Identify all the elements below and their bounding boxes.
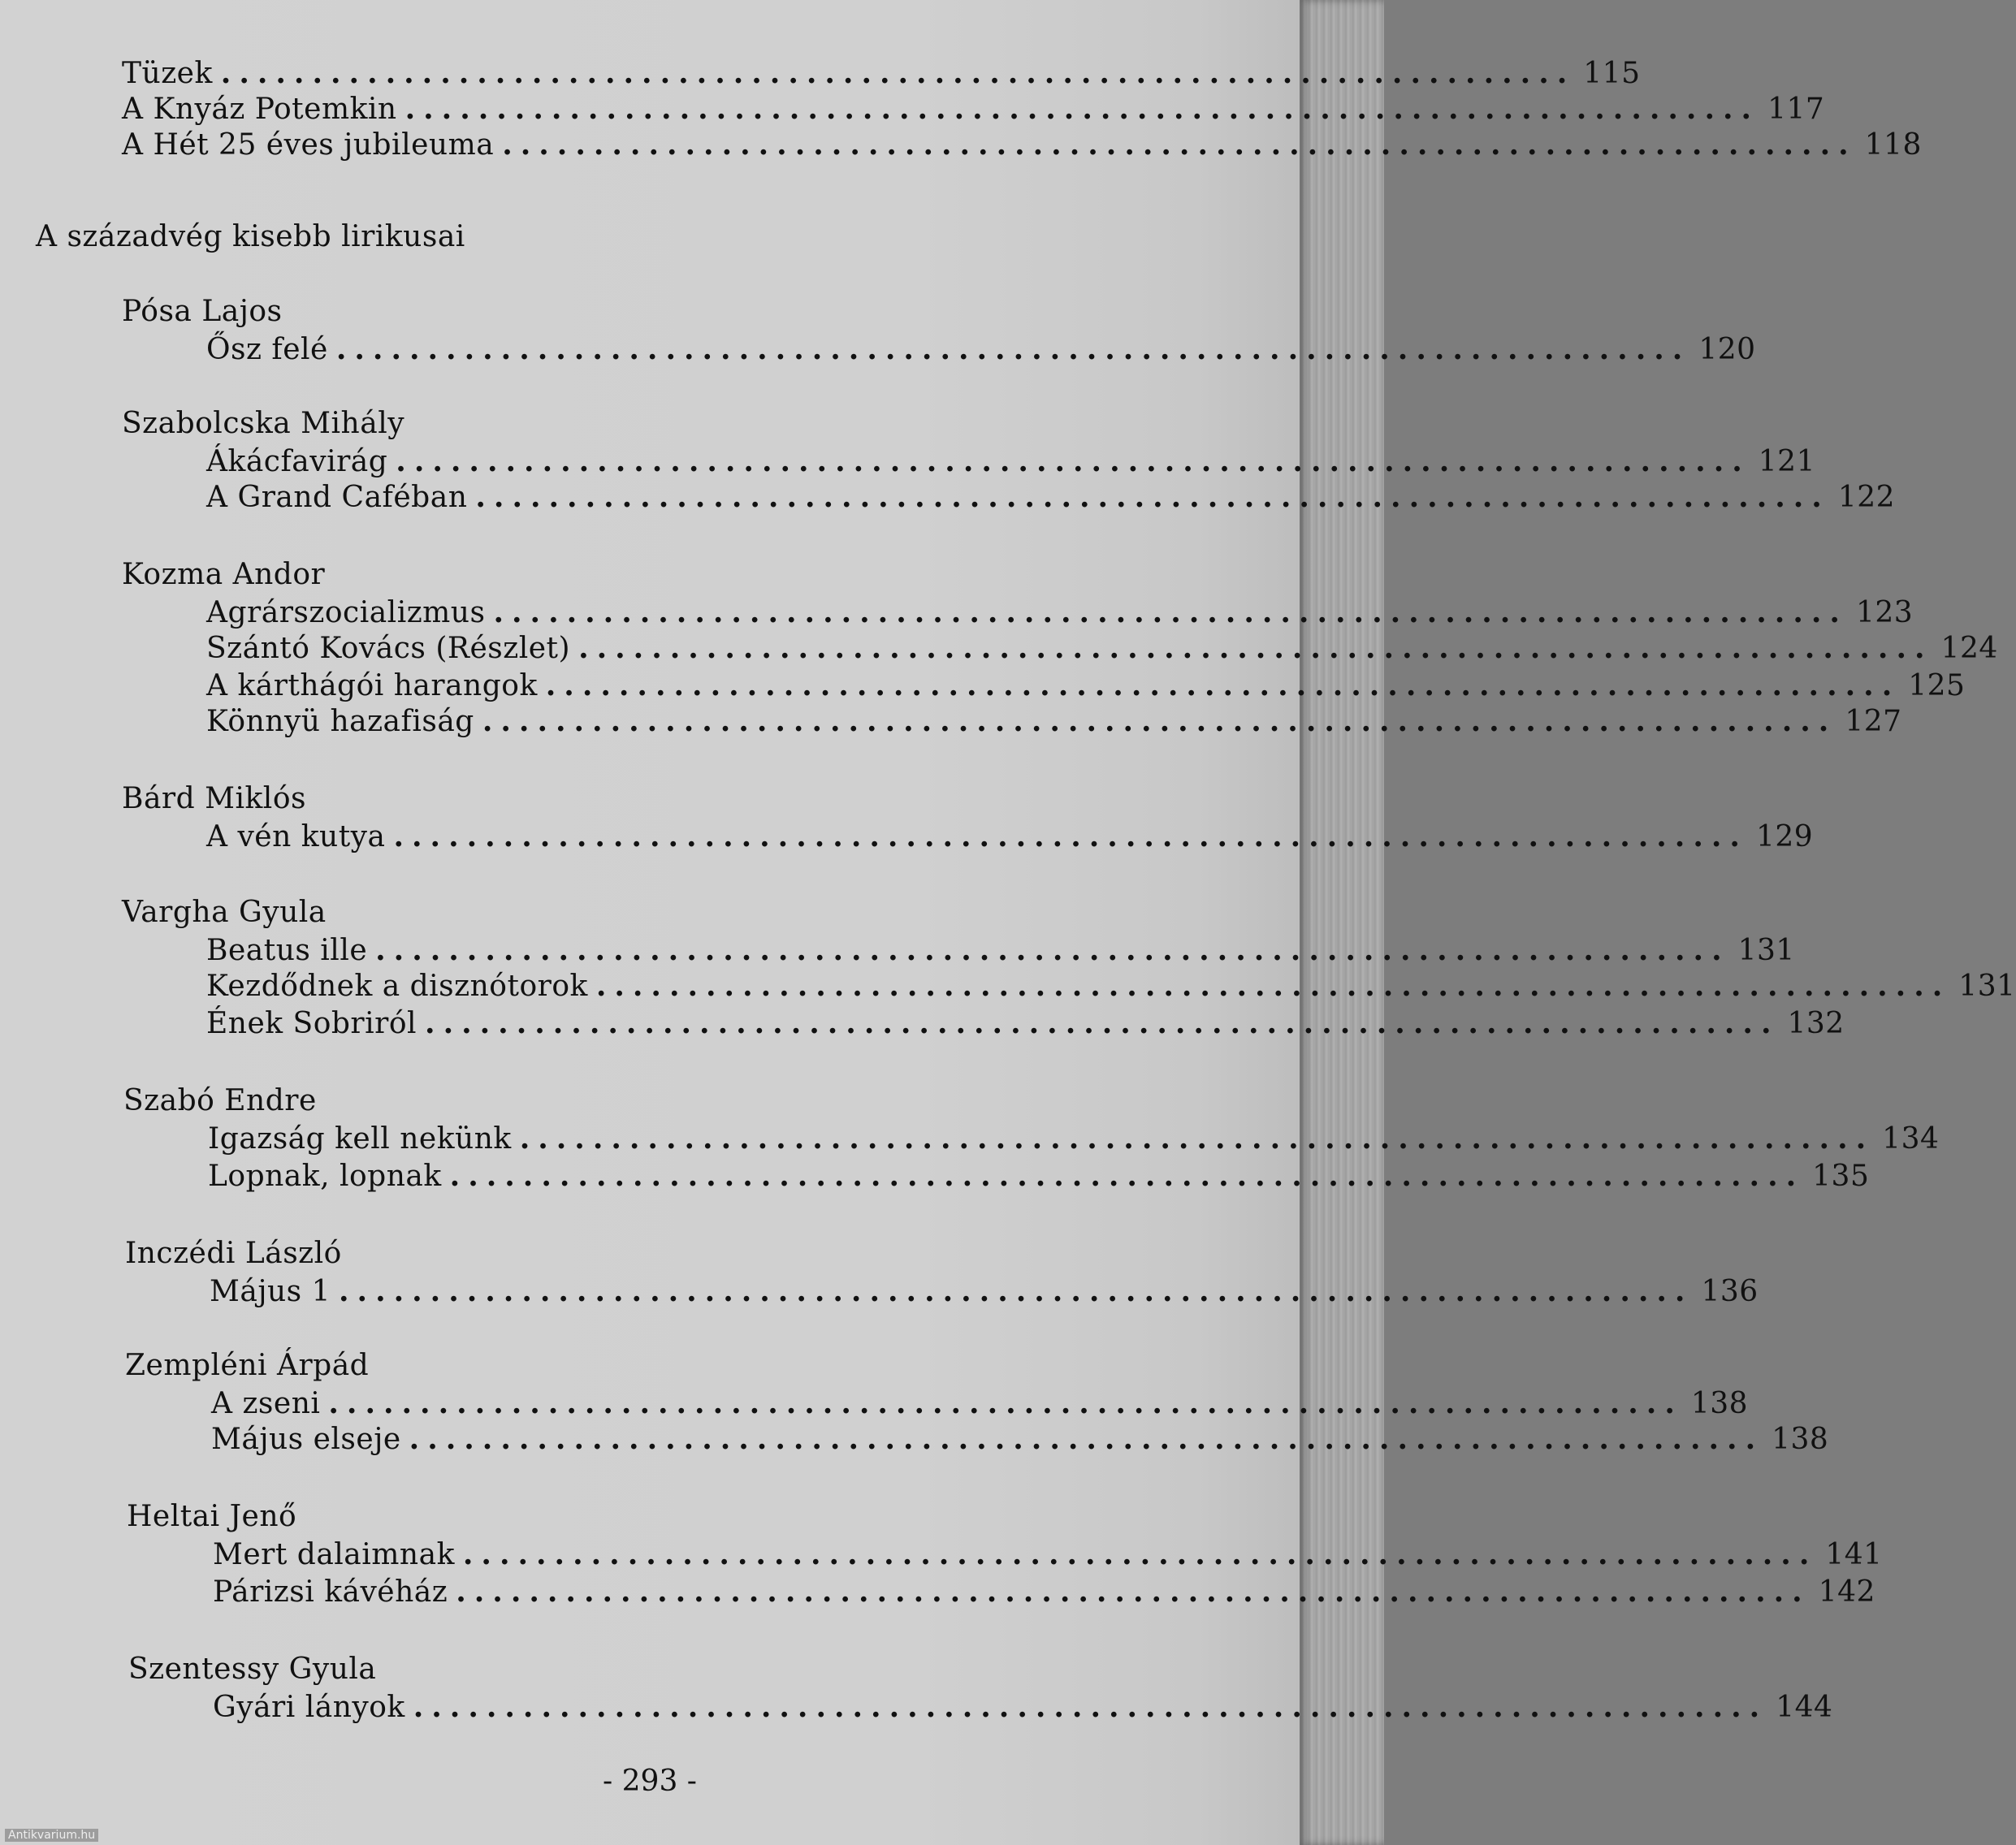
author-name: Vargha Gyula — [122, 896, 327, 929]
entry-page-number: 136 — [1701, 1275, 1759, 1308]
leader-dots: .......................................................................... — [462, 1537, 1818, 1571]
entry-title: A zseni — [211, 1387, 321, 1420]
entry-title: A Hét 25 éves jubileuma — [122, 128, 495, 162]
entry-title: Gyári lányok — [213, 1691, 405, 1724]
entry-title: Párizsi kávéház — [213, 1575, 448, 1609]
toc-entry — [213, 1536, 1883, 1573]
leader-dots: .......................................................................... — [449, 1159, 1805, 1193]
leader-dots: .......................................................................... — [335, 332, 1691, 366]
entry-title: Könnyü hazafiság — [206, 705, 474, 738]
entry-title: Tüzek — [122, 57, 213, 90]
section-title: A századvég kisebb lirikusai — [36, 220, 465, 253]
toc-entry — [211, 1385, 1749, 1422]
author-name: Szabolcska Mihály — [122, 407, 405, 440]
author-name: Heltai Jenő — [127, 1500, 297, 1533]
leader-dots: .......................................................................... — [409, 1422, 1764, 1456]
toc-entry — [122, 127, 1922, 163]
entry-page-number: 117 — [1767, 93, 1825, 126]
entry-title: Beatus ille — [206, 934, 368, 967]
entry-title: Igazság kell nekünk — [208, 1122, 512, 1156]
entry-page-number: 115 — [1583, 57, 1641, 90]
entry-page-number: 118 — [1864, 128, 1922, 162]
leader-dots: .......................................................................... — [396, 444, 1750, 478]
entry-page-number: 123 — [1855, 596, 1914, 629]
entry-page-number: 120 — [1698, 333, 1756, 366]
toc-entry — [206, 819, 1814, 855]
toc-entry — [206, 331, 1756, 368]
leader-dots: .......................................................................... — [220, 56, 1576, 90]
leader-dots: .......................................................................... — [578, 631, 1933, 665]
entry-page-number: 127 — [1845, 705, 1902, 738]
toc-entry — [206, 479, 1896, 516]
toc-entry — [122, 91, 1825, 127]
toc-entry — [211, 1421, 1829, 1458]
leader-dots: .......................................................................... — [404, 92, 1760, 126]
entry-page-number: 122 — [1837, 481, 1896, 514]
page-number: - 293 - — [603, 1765, 697, 1798]
author-name: Bárd Miklós — [122, 782, 306, 815]
toc-entry — [208, 1158, 1870, 1195]
watermark-text: Antikvarium.hu — [5, 1829, 98, 1842]
author-name: Inczédi László — [125, 1237, 342, 1270]
leader-dots: .......................................................................... — [482, 704, 1837, 738]
leader-dots: .......................................................................... — [456, 1575, 1811, 1609]
leader-dots: .......................................................................... — [375, 933, 1730, 967]
entry-page-number: 131 — [1958, 970, 2016, 1003]
leader-dots: .......................................................................... — [425, 1006, 1780, 1040]
toc-entry — [206, 968, 2016, 1005]
toc-entry — [213, 1689, 1833, 1726]
author-name: Pósa Lajos — [122, 295, 283, 328]
entry-title: Május elseje — [211, 1423, 401, 1456]
leader-dots: .......................................................................... — [339, 1274, 1694, 1308]
toc-entry — [206, 932, 1795, 969]
toc-entry — [208, 1121, 1940, 1157]
entry-page-number: 129 — [1755, 820, 1814, 853]
entry-title: Ákácfavirág — [206, 445, 388, 478]
author-name: Szabó Endre — [123, 1084, 317, 1117]
toc-entry — [206, 630, 1998, 667]
entry-title: Mert dalaimnak — [213, 1538, 455, 1571]
toc-entry — [213, 1574, 1875, 1610]
author-name: Zempléni Árpád — [125, 1349, 370, 1382]
toc-entry — [206, 1005, 1845, 1042]
leader-dots: .......................................................................... — [502, 127, 1857, 162]
entry-page-number: 138 — [1772, 1423, 1829, 1456]
entry-title: A vén kutya — [206, 820, 386, 853]
entry-title: A kárthágói harangok — [206, 669, 538, 702]
toc-entry — [206, 668, 1966, 704]
toc-entry — [206, 594, 1914, 631]
leader-dots: .......................................................................... — [545, 668, 1901, 702]
entry-title: Május 1 — [210, 1275, 331, 1308]
entry-page-number: 134 — [1882, 1122, 1940, 1156]
leader-dots: .......................................................................... — [328, 1386, 1683, 1420]
entry-page-number: 131 — [1737, 934, 1795, 967]
author-name: Kozma Andor — [122, 558, 326, 591]
entry-page-number: 121 — [1758, 445, 1815, 478]
entry-title: Ének Sobriról — [206, 1007, 417, 1040]
author-name: Szentessy Gyula — [128, 1653, 377, 1686]
toc-entry — [206, 703, 1902, 740]
entry-title: Ősz felé — [206, 333, 328, 366]
entry-page-number: 124 — [1940, 632, 1998, 665]
entry-page-number: 141 — [1825, 1538, 1883, 1571]
entry-title: A Grand Caféban — [206, 481, 468, 514]
toc-entry — [210, 1273, 1759, 1310]
entry-title: A Knyáz Potemkin — [122, 93, 397, 126]
toc-entry — [122, 55, 1641, 92]
entry-page-number: 144 — [1776, 1691, 1833, 1724]
leader-dots: .......................................................................... — [493, 595, 1848, 629]
leader-dots: .......................................................................... — [475, 480, 1830, 514]
entry-page-number: 138 — [1690, 1387, 1749, 1420]
leader-dots: .......................................................................... — [393, 819, 1748, 853]
leader-dots: .......................................................................... — [413, 1690, 1768, 1724]
entry-page-number: 132 — [1787, 1007, 1845, 1040]
entry-page-number: 135 — [1812, 1160, 1870, 1193]
entry-title: Kezdődnek a disznótorok — [206, 970, 588, 1003]
entry-page-number: 125 — [1908, 669, 1966, 702]
entry-title: Szántó Kovács (Részlet) — [206, 632, 571, 665]
entry-page-number: 142 — [1818, 1575, 1875, 1609]
leader-dots: .......................................................................... — [519, 1121, 1875, 1156]
toc-entry — [206, 443, 1815, 480]
entry-title: Lopnak, lopnak — [208, 1160, 442, 1193]
entry-title: Agrárszocializmus — [206, 596, 486, 629]
leader-dots: .......................................................................... — [595, 969, 1951, 1003]
